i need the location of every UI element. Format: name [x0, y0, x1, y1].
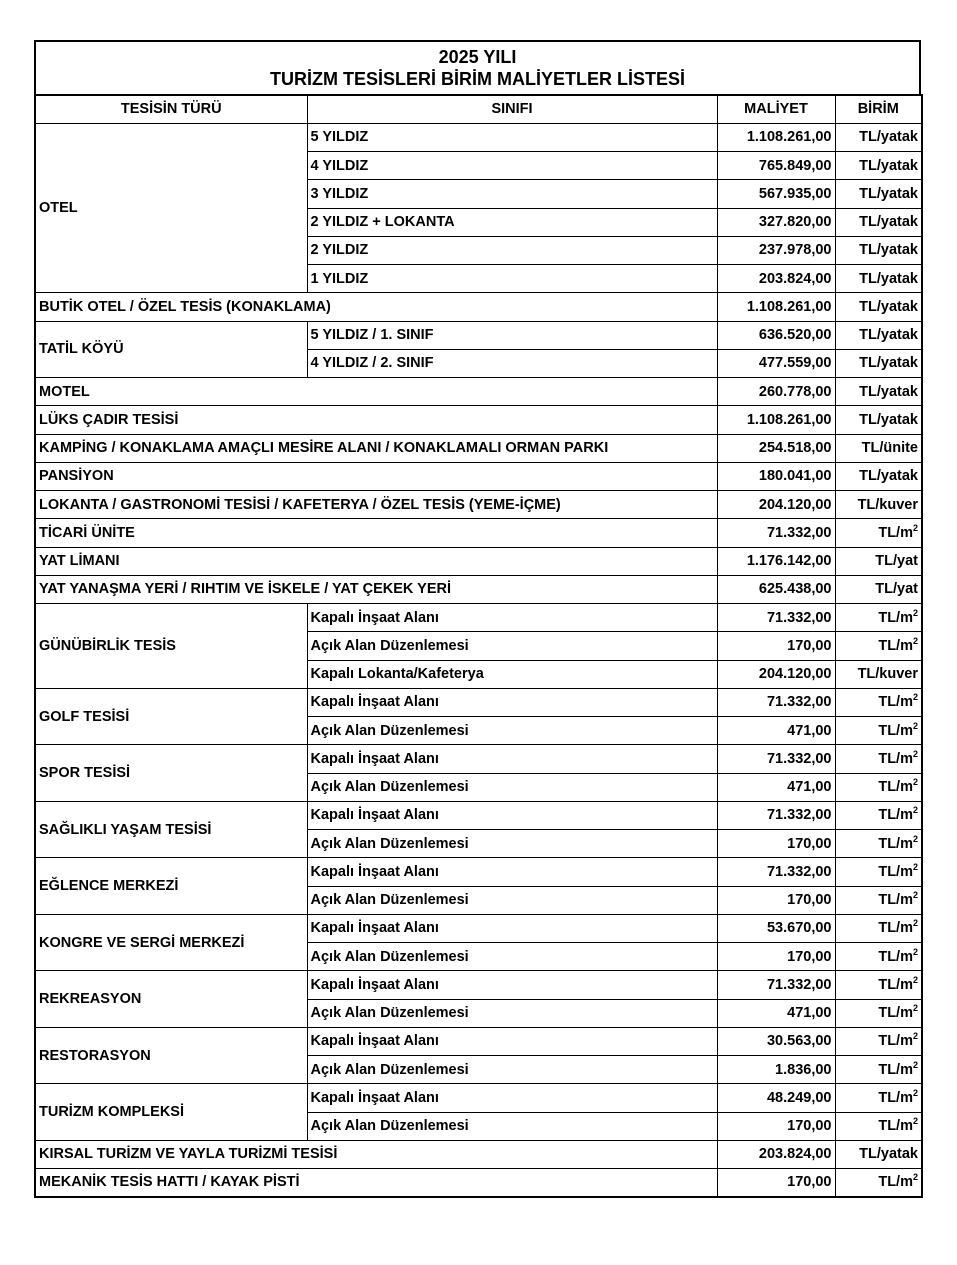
class-cell: 2 YILDIZ [307, 236, 717, 264]
superscript: 2 [912, 1116, 918, 1127]
facility-type-cell: SAĞLIKLI YAŞAM TESİSİ [35, 801, 307, 858]
class-cell: 4 YILDIZ [307, 152, 717, 180]
class-cell: 4 YILDIZ / 2. SINIF [307, 349, 717, 377]
facility-type-cell: TATİL KÖYÜ [35, 321, 307, 378]
table-row [35, 1140, 922, 1168]
cost-cell: 567.935,00 [717, 180, 835, 208]
table-row [35, 1027, 922, 1055]
class-cell: 3 YILDIZ [307, 180, 717, 208]
superscript: 2 [912, 918, 918, 929]
cost-cell: 1.108.261,00 [717, 406, 835, 434]
cost-cell: 170,00 [717, 1112, 835, 1140]
table-row [35, 406, 922, 434]
facility-type-cell: TURİZM KOMPLEKSİ [35, 1084, 307, 1141]
unit-cell: $TL/m^2$ [835, 773, 922, 801]
table-row [35, 519, 922, 547]
superscript: 2 [912, 607, 918, 618]
facility-type-cell: MEKANİK TESİS HATTI / KAYAK PİSTİ [35, 1169, 717, 1197]
unit-cell: TL/kuver [835, 660, 922, 688]
class-cell: Kapalı İnşaat Alanı [307, 688, 717, 716]
superscript: 2 [912, 946, 918, 957]
cost-cell: 260.778,00 [717, 378, 835, 406]
unit-cell: $TL/m^2$ [835, 830, 922, 858]
unit-cell: $TL/m^2$ [835, 688, 922, 716]
unit-cell: TL/ünite [835, 434, 922, 462]
class-cell: Kapalı İnşaat Alanı [307, 971, 717, 999]
superscript: 2 [912, 1031, 918, 1042]
table-header-row [35, 95, 922, 123]
unit-cell: $TL/m^2$ [835, 914, 922, 942]
table-row [35, 1084, 922, 1112]
document-title [34, 40, 921, 94]
superscript: 2 [912, 635, 918, 646]
unit-cell: $TL/m^2$ [835, 943, 922, 971]
cost-cell: 204.120,00 [717, 491, 835, 519]
class-cell: 5 YILDIZ [307, 123, 717, 151]
table-row [35, 745, 922, 773]
header-facility-type: TESİSİN TÜRÜ [35, 95, 307, 123]
title-year: 2025 YILI [438, 47, 517, 67]
table-row [35, 971, 922, 999]
cost-cell: 471,00 [717, 773, 835, 801]
facility-type-cell: LOKANTA / GASTRONOMİ TESİSİ / KAFETERYA / ÖZEL TESİS (YEME-İÇME) [35, 491, 717, 519]
class-cell: Kapalı Lokanta/Kafeterya [307, 660, 717, 688]
cost-cell: 471,00 [717, 999, 835, 1027]
superscript: 2 [912, 1172, 918, 1183]
class-cell: Açık Alan Düzenlemesi [307, 1056, 717, 1084]
unit-cell: TL/yatak [835, 321, 922, 349]
cost-cell: 71.332,00 [717, 971, 835, 999]
cost-cell: 1.108.261,00 [717, 123, 835, 151]
cost-cell: 625.438,00 [717, 575, 835, 603]
cost-cell: 170,00 [717, 830, 835, 858]
class-cell: Kapalı İnşaat Alanı [307, 801, 717, 829]
facility-type-cell: BUTİK OTEL / ÖZEL TESİS (KONAKLAMA) [35, 293, 717, 321]
header-cost: MALİYET [717, 95, 835, 123]
cost-cell: 471,00 [717, 717, 835, 745]
class-cell: Açık Alan Düzenlemesi [307, 717, 717, 745]
class-cell: 5 YILDIZ / 1. SINIF [307, 321, 717, 349]
table-body [35, 123, 922, 1197]
facility-type-cell: KONGRE VE SERGİ MERKEZİ [35, 914, 307, 971]
unit-cell: $TL/m^2$ [835, 858, 922, 886]
table-row [35, 604, 922, 632]
cost-cell: 203.824,00 [717, 265, 835, 293]
superscript: 2 [912, 974, 918, 985]
table-row [35, 123, 922, 151]
superscript: 2 [912, 833, 918, 844]
superscript: 2 [912, 861, 918, 872]
title-main: TURİZM TESİSLERİ BİRİM MALİYETLER LİSTESİ [269, 69, 685, 89]
cost-cell: 71.332,00 [717, 604, 835, 632]
table-row [35, 1169, 922, 1197]
facility-type-cell: KAMPİNG / KONAKLAMA AMAÇLI MESİRE ALANI / KONAKLAMALI ORMAN PARKI [35, 434, 717, 462]
unit-cell: $TL/m^2$ [835, 632, 922, 660]
cost-cell: 636.520,00 [717, 321, 835, 349]
unit-cell: TL/yatak [835, 462, 922, 490]
facility-type-cell: EĞLENCE MERKEZİ [35, 858, 307, 915]
facility-type-cell: YAT LİMANI [35, 547, 717, 575]
unit-cell: TL/yatak [835, 152, 922, 180]
facility-type-cell: KIRSAL TURİZM VE YAYLA TURİZMİ TESİSİ [35, 1140, 717, 1168]
superscript: 2 [912, 1003, 918, 1014]
superscript: 2 [912, 522, 918, 533]
cost-cell: 254.518,00 [717, 434, 835, 462]
unit-cell: $TL/m^2$ [835, 971, 922, 999]
class-cell: Açık Alan Düzenlemesi [307, 773, 717, 801]
unit-cell: $TL/m^2$ [835, 745, 922, 773]
header-unit: BİRİM [835, 95, 922, 123]
facility-type-cell: MOTEL [35, 378, 717, 406]
unit-cell: TL/yat [835, 575, 922, 603]
cost-list-document [34, 40, 921, 1198]
table-row [35, 321, 922, 349]
cost-cell: 327.820,00 [717, 208, 835, 236]
facility-type-cell: SPOR TESİSİ [35, 745, 307, 802]
unit-cell: $TL/m^2$ [835, 1027, 922, 1055]
facility-type-cell: GÜNÜBİRLİK TESİS [35, 604, 307, 689]
class-cell: Kapalı İnşaat Alanı [307, 604, 717, 632]
unit-cell: $TL/m^2$ [835, 1084, 922, 1112]
superscript: 2 [912, 748, 918, 759]
unit-cell: TL/yatak [835, 1140, 922, 1168]
cost-cell: 203.824,00 [717, 1140, 835, 1168]
cost-cell: 30.563,00 [717, 1027, 835, 1055]
superscript: 2 [912, 890, 918, 901]
superscript: 2 [912, 1087, 918, 1098]
table-row [35, 434, 922, 462]
superscript: 2 [912, 777, 918, 788]
cost-cell: 204.120,00 [717, 660, 835, 688]
class-cell: Açık Alan Düzenlemesi [307, 632, 717, 660]
facility-type-cell: GOLF TESİSİ [35, 688, 307, 745]
class-cell: Açık Alan Düzenlemesi [307, 830, 717, 858]
facility-type-cell: RESTORASYON [35, 1027, 307, 1084]
cost-cell: 170,00 [717, 886, 835, 914]
unit-cell: $TL/m^2$ [835, 999, 922, 1027]
unit-cell: $TL/m^2$ [835, 519, 922, 547]
class-cell: Kapalı İnşaat Alanı [307, 858, 717, 886]
unit-cell: TL/yatak [835, 208, 922, 236]
table-row [35, 801, 922, 829]
superscript: 2 [912, 692, 918, 703]
class-cell: Kapalı İnşaat Alanı [307, 1084, 717, 1112]
table-row [35, 914, 922, 942]
cost-cell: 170,00 [717, 632, 835, 660]
unit-cell: $TL/m^2$ [835, 604, 922, 632]
cost-cell: 477.559,00 [717, 349, 835, 377]
unit-cell: $TL/m^2$ [835, 1112, 922, 1140]
class-cell: 2 YILDIZ + LOKANTA [307, 208, 717, 236]
class-cell: Kapalı İnşaat Alanı [307, 1027, 717, 1055]
facility-type-cell: TİCARİ ÜNİTE [35, 519, 717, 547]
class-cell: Kapalı İnşaat Alanı [307, 745, 717, 773]
superscript: 2 [912, 1059, 918, 1070]
cost-cell: 765.849,00 [717, 152, 835, 180]
class-cell: Açık Alan Düzenlemesi [307, 999, 717, 1027]
cost-cell: 48.249,00 [717, 1084, 835, 1112]
cost-cell: 180.041,00 [717, 462, 835, 490]
table-row [35, 378, 922, 406]
unit-cell: TL/yatak [835, 406, 922, 434]
cost-cell: 237.978,00 [717, 236, 835, 264]
unit-cell: TL/yatak [835, 236, 922, 264]
unit-cell: TL/yatak [835, 293, 922, 321]
class-cell: Açık Alan Düzenlemesi [307, 1112, 717, 1140]
unit-cell: TL/yat [835, 547, 922, 575]
table-row [35, 575, 922, 603]
table-row [35, 293, 922, 321]
unit-cell: $TL/m^2$ [835, 886, 922, 914]
cost-cell: 170,00 [717, 1169, 835, 1197]
facility-type-cell: LÜKS ÇADIR TESİSİ [35, 406, 717, 434]
unit-cell: TL/kuver [835, 491, 922, 519]
class-cell: Açık Alan Düzenlemesi [307, 886, 717, 914]
unit-cell: $TL/m^2$ [835, 1169, 922, 1197]
superscript: 2 [912, 720, 918, 731]
cost-table [34, 94, 923, 1198]
unit-cell: $TL/m^2$ [835, 801, 922, 829]
cost-cell: 1.108.261,00 [717, 293, 835, 321]
unit-cell: TL/yatak [835, 349, 922, 377]
cost-cell: 1.836,00 [717, 1056, 835, 1084]
table-row [35, 688, 922, 716]
cost-cell: 1.176.142,00 [717, 547, 835, 575]
facility-type-cell: YAT YANAŞMA YERİ / RIHTIM VE İSKELE / YAT ÇEKEK YERİ [35, 575, 717, 603]
class-cell: 1 YILDIZ [307, 265, 717, 293]
class-cell: Kapalı İnşaat Alanı [307, 914, 717, 942]
facility-type-cell: OTEL [35, 123, 307, 293]
table-row [35, 547, 922, 575]
class-cell: Açık Alan Düzenlemesi [307, 943, 717, 971]
unit-cell: $TL/m^2$ [835, 717, 922, 745]
facility-type-cell: PANSİYON [35, 462, 717, 490]
cost-cell: 71.332,00 [717, 801, 835, 829]
cost-cell: 71.332,00 [717, 858, 835, 886]
unit-cell: TL/yatak [835, 378, 922, 406]
cost-cell: 53.670,00 [717, 914, 835, 942]
superscript: 2 [912, 805, 918, 816]
facility-type-cell: REKREASYON [35, 971, 307, 1028]
table-row [35, 491, 922, 519]
cost-cell: 170,00 [717, 943, 835, 971]
unit-cell: TL/yatak [835, 123, 922, 151]
unit-cell: $TL/m^2$ [835, 1056, 922, 1084]
table-row [35, 858, 922, 886]
cost-cell: 71.332,00 [717, 745, 835, 773]
table-row [35, 462, 922, 490]
unit-cell: TL/yatak [835, 265, 922, 293]
cost-cell: 71.332,00 [717, 519, 835, 547]
cost-cell: 71.332,00 [717, 688, 835, 716]
header-class: SINIFI [307, 95, 717, 123]
unit-cell: TL/yatak [835, 180, 922, 208]
